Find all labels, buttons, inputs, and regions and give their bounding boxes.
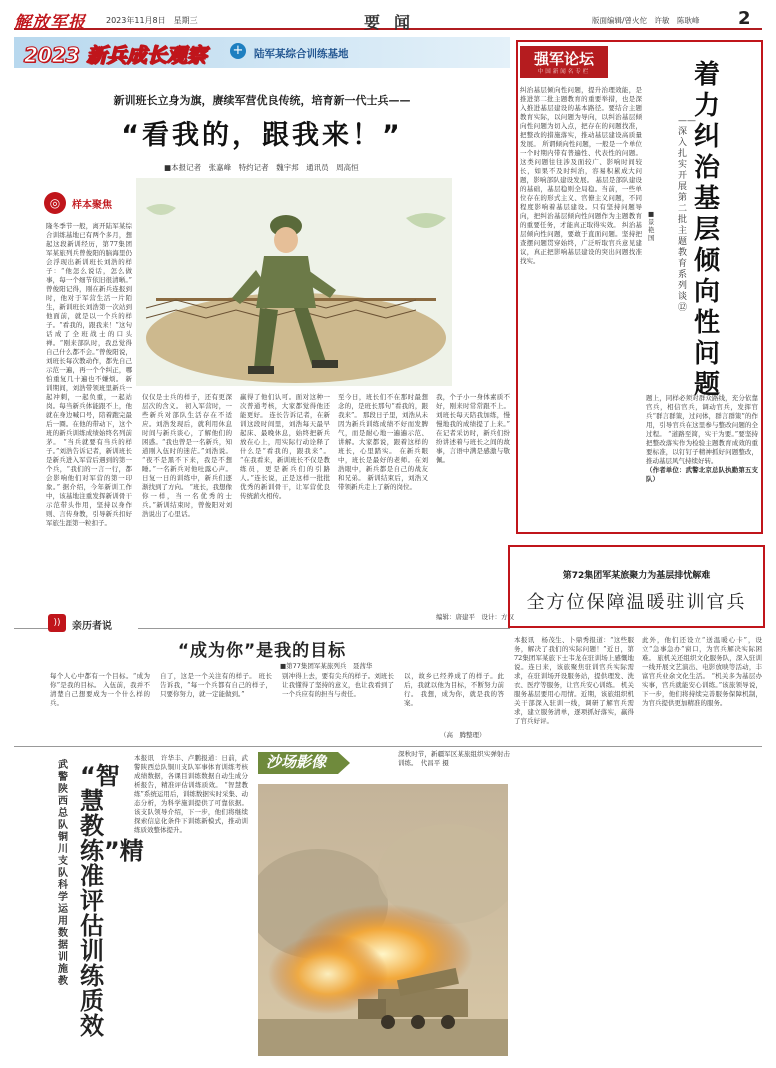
artillery-photo [258,784,508,1056]
voice-label: 亲历者说 [72,621,112,632]
forum-column-1: 纠治基层倾向性问题，提升治理效能，是推进第二批主题教育的重要举措，也是深入推进基层建设的基本路径。要结合主题教育实际，以问题为导向，以纠治基层倾向性问题为切入点，把存在的问题找准，把整改的措施落实，推动基层建设高质量发展。 所谓倾向性问题，一般是一个单位一个时期内带有普遍性、代表性的问题。这类问题往往涉及面较广、影响时间较长，如果不及时纠治，容易积累成大问题，影响部队建设发展。 基层是部队建设的基础，基层稳则全局稳。当前，一些单位存在的形式主义、官僚主义问题，不同程度影响着基层建设。只有坚持问题导向，把纠治基层倾向性问题作为主题教育的重要任务，才能真正取得实效。 纠治基层倾向性问题，要敢于直面问题。坚持把查摆问题贯穿始终，广泛听取官兵意见建议，真正把影响基层建设的突出问题找准找实。 [520,86,642,265]
speaker-icon: )) [48,614,66,632]
sand-image-label [258,748,354,778]
series-banner [14,37,510,68]
target-icon: ◎ [44,192,66,214]
voice-column-2: 自了，这是一个关注有的样子。 班长告诉我，“每一个兵都有自己的样子，只要你努力，就一定能做到。” [160,672,272,698]
voice-column-3: 别冲得上去，要有尖兵的样子。刘班长让我懂得了坚持的意义，也让我看到了一个兵应有的担当与责任。 [282,672,394,698]
page-editors: 版面编辑/曾火佗 许敏 陈耿峰 [592,16,700,25]
service-column-1: 本报讯 杨茂生、卜鼎秀报道：“这些服务，解决了我们的实际问题！”近日，第72集团军某旅下士韦龙在驻训场上感慨地说。连日来，该旅聚焦驻训官兵实际需求，在驻训场开设服务站，提供理发、洗衣、医疗等服务，让官兵安心训练。 机关服务基层要用心用情。近期，该旅组织机关干部深入驻训一线，调研了解官兵需求，建立服务清单，逐项抓好落实，赢得了官兵好评。 [514,636,634,725]
feature-column-3: 赢得了他们认可。面对这种一次普通考核，大家都觉得他还能更好。 连长告诉记者，在新训这段时间里，刘浩每天最早起床、最晚休息，始终把新兵放在心上，用实际行动诠释了什么是“看我的，跟我来”。 “在我看来，新训班长不仅是教练员，更是新兵们的引路人。”连长说，正是这样一批批优秀的新训骨干，让军营优良传统薪火相传。 [240,393,330,500]
lower-headline: “智慧教练”精准评估训练质效 [80,762,144,1040]
service-column-2: 此外，他们还设立“送温暖心卡”，设立“急事急办”窗口，为官兵解决实际困难。 旅机关还组织文化服务队，深入驻训一线开展文艺演出、电影放映等活动，丰富官兵业余文化生活。 “机关多为基层办实事，官兵就能安心训练。”该旅领导说，下一步，他们将持续完善服务保障机制，为官兵提供更加精准的服务。 [642,636,762,707]
feature-byline: ■本报记者 张嘉峰 特约记者 魏宇邦 通讯员 周高恒 [164,163,359,172]
voice-header [48,614,138,632]
feature-kicker: 新训班长立身为旗，赓续军营优良传统，培育新一代士兵—— [113,94,411,107]
forum-headline: 着力纠治基层倾向性问题 [694,60,721,400]
sand-image-title: 沙场影像 [266,753,327,771]
section-title: 要闻 [364,13,425,32]
newspaper-logo: 解放军报 [14,13,86,33]
plus-icon: + [230,43,246,59]
forum-subheadline: ——深入扎实开展第二批主题教育系列谈⑫ [678,116,696,313]
service-kicker: 第72集团军某旅聚力为基层排忧解难 [562,571,711,581]
issue-date: 2023年11月8日 星期三 [106,16,198,25]
masthead [14,8,762,33]
voice-byline: ■第77集团军某旅列兵 聂茜华 [280,662,373,670]
sample-focus-label: 样本聚焦 [72,200,112,211]
forum-author: ■景艳国 [648,210,655,242]
voice-column-4: 以，故乡已经养成了的样子。此后，我就以他为目标，不断努力前行。 我想，成为你，就是我的答案。 [404,672,504,707]
rocket-launch-illustration [258,784,508,1056]
feature-column-5: 我，个子小一身体素质不好，刚来时常常跟不上。刘班长每天陪我加练，慢慢地我的成绩提了上来。” 在记者采访时，新兵们纷纷讲述着与班长之间的故事，言语中满是感激与敬佩。 [436,393,510,464]
feature-column-1: 隆冬季节一般，离开陆军某综合训练基地已有两个多月，想起这段新训经历，第77集团军某旅列兵曾俊阳的脑海里仍会浮现出新训班长刘浩的样子：“他怎么说话，怎么做事，每一个细节依旧很清晰。” 曾俊阳记得，刚在新兵连报到时，他对于军营生活一片陌生，新训班长刘浩第一次站到他面前，就是以一个兵的样子。“看我的，跟我来！”这句话成了全班战士的口头禅。“刚来部队时，我总觉得自己什么都不会。”曾俊阳说，刘班长每次教动作，都先自己示范一遍，再一个个纠正，哪怕重复几十遍也不嫌烦。 新训期间，刘浩带领班里新兵一起冲刺，一起负重，一起站岗。每当新兵体能跟不上，他就在身边喊口号，陪着跑完最后一圈。在他的带动下，这个班的新兵训练成绩始终名列前茅。 “当兵就要有当兵的样子。”刘浩告诉记者，新训班长是新兵进入军营后遇到的第一个兵，“我们的一言一行，都会影响他们对军营的第一印象。” 据介绍，今年新训工作中，该基地注重发挥新训骨干示范带头作用，坚持以身作则、言传身教，引导新兵扣好军旅生涯第一粒扣子。 [46,222,132,527]
voice-author: （高 腾整理） [440,731,486,739]
forum-column-2-text: 题上，同样必须对群众路线，充分依靠官兵，相信官兵，调动官兵，发挥官兵“群言群策，过问体，群言群策”的作用，引导官兵在这里参与整改问题的全过程。 “道路至简，实干为要。”要坚持把整改落实作为检验主题教育成效的重要标准，以钉钉子精神抓好问题整改，推动基层风气持续好转。 [646,394,758,465]
voice-headline: “成为你”是我的目标 [177,641,347,661]
lower-column-1: 本报讯 许华丰、卢鹏报道：日前，武警陕西总队铜川支队军事体育训练考核成绩数据，各课目训练数据自动生成分析报告，精准评估训练质效。 “智慧教练”系统运用后，训练数据实时采集、动态分析，为科学施训提供了可靠依据。该支队领导介绍，下一步，他们将继续探索信息化条件下训练新模式，推动训练质效整体提升。 [134,754,248,834]
banner-title: 2023 新兵成长观察 [24,43,207,67]
feature-column-2: 仅仅是士兵的样子，还有更深层次的含义。 初入军营时，一些新兵对部队生活存在不适应。刘浩发现后，就利用休息时间与新兵谈心，了解他们的困惑。“我也曾是一名新兵，知道刚入伍时的迷茫。”刘浩说。 “夜不是黑不下来，我是不想睡。”一名新兵对他吐露心声。 日复一日的训练中，新兵们逐渐找到了方向。 “班长，我想像你一样，当一名优秀的士兵。”新训结束时，曾俊阳对刘浩说出了心里话。 [142,393,232,518]
forum-column-2 [646,394,758,528]
forum-author-unit: （作者单位：武警北京总队执勤第五支队） [646,466,758,483]
feature-headline: “看我的，跟我来！” [121,120,403,151]
forum-label-subtitle: 中国新闻名专栏 [537,69,591,75]
training-photo [136,178,452,386]
service-headline: 全方位保障温暖驻训官兵 [526,592,747,613]
feature-column-4: 至今日，班长们不在那时最想念的，是班长那句“看我的，跟我来”。 那段日子里，刘浩从未因为新兵训练成绩不好而发脾气，而是耐心地一遍遍示范、讲解。大家都说，跟着这样的班长，心里踏实。 在新兵眼中，班长是最好的老师。在刘浩眼中，新兵都是自己的战友和兄弟。 新训结束后，刘浩又带领新兵走上了新的岗位。 [338,393,428,491]
lower-kicker: 武警陕西总队铜川支队科学运用数据训施教 [58,760,68,987]
banner-subtitle: 陆军某综合训练基地 [254,48,349,60]
page-number: 2 [738,8,751,29]
soldier-training-illustration [136,178,452,386]
forum-label-title: 强军论坛 [533,50,594,68]
photo-caption: 深秋时节，新疆军区某旅组织实弹射击训练。 代昌平 摄 [398,750,510,767]
forum-label [520,46,608,78]
feature-editor-credit: 编辑：唐建平 设计：方汉 [436,613,514,621]
section-divider [14,746,762,747]
voice-column-1: 每个人心中都有一个目标。“成为你”是我的目标。 入伍前，我并不清楚自己想要成为一个什么样的兵。 [50,672,150,707]
service-headline-frame [508,545,765,628]
sample-focus-header [44,192,130,214]
